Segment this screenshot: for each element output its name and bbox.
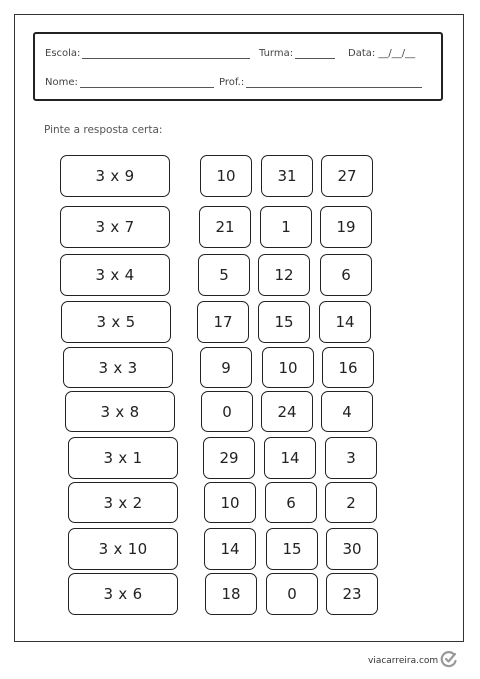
answer-option-box[interactable]: 10 — [262, 347, 314, 388]
name-field[interactable] — [45, 77, 214, 88]
teacher-line — [246, 77, 422, 88]
answer-option-box[interactable]: 10 — [200, 155, 252, 197]
multiplication-box: 3 x 1 — [68, 437, 178, 479]
teacher-field[interactable] — [219, 77, 422, 88]
student-info-box — [33, 32, 443, 101]
multiplication-box: 3 x 10 — [68, 528, 178, 570]
multiplication-box: 3 x 4 — [60, 254, 170, 296]
instruction-text: Pinte a resposta certa: — [44, 124, 163, 136]
answer-option-box[interactable]: 0 — [201, 391, 253, 432]
answer-option-box[interactable]: 6 — [320, 254, 372, 296]
answer-option-box[interactable]: 5 — [198, 254, 250, 296]
name-label: Nome: — [45, 77, 78, 88]
answer-option-box[interactable]: 29 — [203, 437, 255, 479]
school-label: Escola: — [45, 48, 81, 59]
class-label: Turma: — [259, 48, 294, 59]
answer-option-box[interactable]: 12 — [258, 254, 310, 296]
class-line — [295, 48, 335, 59]
answer-option-box[interactable]: 17 — [197, 301, 249, 343]
answer-option-box[interactable]: 6 — [265, 482, 317, 523]
multiplication-box: 3 x 8 — [65, 391, 175, 432]
answer-option-box[interactable]: 14 — [264, 437, 316, 479]
viacarreira-check-logo-icon — [440, 650, 458, 668]
answer-option-box[interactable]: 0 — [266, 573, 318, 615]
answer-option-box[interactable]: 31 — [261, 155, 313, 197]
multiplication-box: 3 x 7 — [60, 206, 170, 248]
answer-option-box[interactable]: 30 — [326, 528, 378, 570]
multiplication-box: 3 x 2 — [68, 482, 178, 523]
answer-option-box[interactable]: 4 — [321, 391, 373, 432]
answer-option-box[interactable]: 10 — [204, 482, 256, 523]
footer-site: viacarreira.com — [368, 656, 439, 666]
school-field[interactable] — [45, 48, 250, 59]
answer-option-box[interactable]: 1 — [260, 206, 312, 248]
multiplication-box: 3 x 6 — [68, 573, 178, 615]
multiplication-box: 3 x 9 — [60, 155, 170, 197]
answer-option-box[interactable]: 14 — [204, 528, 256, 570]
teacher-label: Prof.: — [219, 77, 245, 88]
answer-option-box[interactable]: 9 — [200, 347, 252, 388]
answer-option-box[interactable]: 21 — [199, 206, 251, 248]
answer-option-box[interactable]: 3 — [325, 437, 377, 479]
date-field[interactable] — [348, 48, 415, 59]
multiplication-box: 3 x 3 — [63, 347, 173, 388]
name-line — [80, 77, 214, 88]
answer-option-box[interactable]: 15 — [266, 528, 318, 570]
answer-option-box[interactable]: 16 — [322, 347, 374, 388]
school-line — [82, 48, 250, 59]
answer-option-box[interactable]: 24 — [261, 391, 313, 432]
answer-option-box[interactable]: 18 — [205, 573, 257, 615]
multiplication-box: 3 x 5 — [61, 301, 171, 343]
answer-option-box[interactable]: 2 — [325, 482, 377, 523]
answer-option-box[interactable]: 19 — [320, 206, 372, 248]
date-label: Data: __/__/__ — [348, 48, 416, 59]
class-field[interactable] — [259, 48, 335, 59]
answer-option-box[interactable]: 14 — [319, 301, 371, 343]
answer-option-box[interactable]: 27 — [321, 155, 373, 197]
answer-option-box[interactable]: 23 — [326, 573, 378, 615]
answer-option-box[interactable]: 15 — [258, 301, 310, 343]
